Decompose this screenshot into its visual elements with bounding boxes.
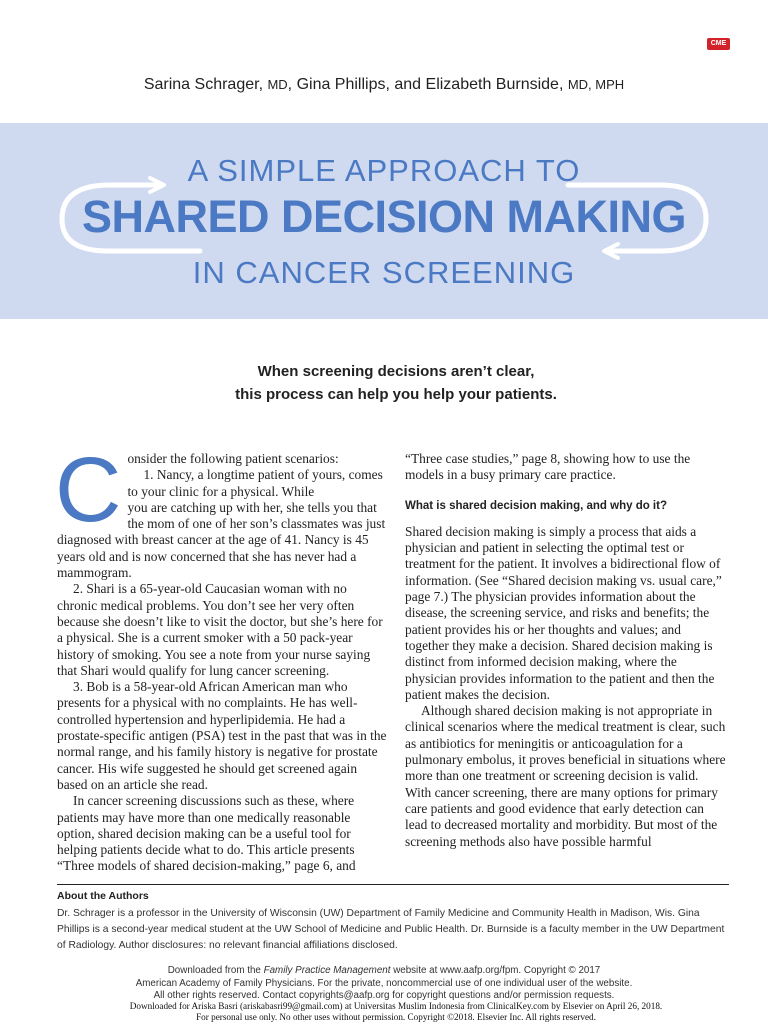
elsevier-line-2: For personal use only. No other uses without permission. Copyright ©2018. Elsevier Inc. All rights reserved. <box>196 1011 596 1022</box>
deck-line-1: When screening decisions aren’t clear, <box>257 363 535 380</box>
column-1 <box>55 439 387 875</box>
intro-text: onsider the following patient scenarios: <box>127 451 339 466</box>
scenario-2: 2. Shari is a 65-year-old Caucasian woman with no chronic medical problems. You don’t see her very often because she doesn’t like to visit the doctor, but she’s here for a physical. She is a current smoker with a 50 pack-year history of smoking. You see a note from your nurse saying that Shari would qualify for lung cancer screening. <box>57 581 383 678</box>
title-line-3: IN CANCER SCREENING <box>192 255 576 290</box>
scenario-1-start: 1. Nancy, a longtime patient of yours, comes to your clinic for a physical. While <box>127 467 383 499</box>
about-authors-text: Dr. Schrager is a professor in the University of Wisconsin (UW) Department of Family Medicine and Community Health in Madison, Wis. Gina Phillips is a second-year medical student at the UW School of Medicine and Public Health. Dr. Burnside is a faculty member in the UW Department of Radiology. Author disclosures: no relevant financial affiliations disclosed. <box>57 908 725 951</box>
body-paragraph: Although shared decision making is not appropriate in clinical scenarios where the medical treatment is clear, such as antibiotics for meningitis or anticoagulation for a pulmonary embolus, it proves beneficial in situations where more than one treatment or screening decision is valid. With cancer screening, there are many options for primary care patients and good evidence that early detection can lead to decreased mortality and morbidity. But most of the screening methods also have possible harmful <box>405 703 726 849</box>
author-3-degree: MD, MPH <box>567 77 625 92</box>
title-banner <box>0 123 768 319</box>
elsevier-line-1: Downloaded for Ariska Basri (ariskabasri99@gmail.com) at Universitas Muslim Indonesia from ClinicalKey.com by Elsevier on April 26, 2018. <box>129 1001 663 1011</box>
scenario-3: 3. Bob is a 58-year-old African American man who presents for a physical with no complaints. He has well-controlled hypertension and hyperlipidemia. He had a prostate-specific antigen (PSA) test in the past that was in the normal range, and his family history is negative for prostate cancer. His wife suggested he should get screened again based on an article she read. <box>57 679 387 792</box>
byline <box>0 76 768 94</box>
deck <box>0 360 768 406</box>
drop-cap: C <box>55 439 122 541</box>
author-1-degree: MD <box>267 77 288 92</box>
download-pre: Downloaded from the <box>167 965 264 976</box>
download-notice <box>0 965 768 1003</box>
divider <box>57 884 729 885</box>
scenario-1-cont: you are catching up with her, she tells you that the mom of one of her son’s classmates was just diagnosed with breast cancer at the age of 41. Nancy is 45 years old and is now concerned that she has never had a mammogram. <box>57 499 386 581</box>
body-paragraph-cont: “Three case studies,” page 8, showing how to use the models in a busy primary care practice. <box>405 451 691 483</box>
download-line-2: American Academy of Family Physicians. For the private, noncommercial use of one individual user of the website. <box>135 977 633 989</box>
authors-2-3: , Gina Phillips, and Elizabeth Burnside, <box>287 76 568 93</box>
author-1: Sarina Schrager, <box>143 76 268 93</box>
cme-badge: CME <box>707 38 730 50</box>
elsevier-notice <box>0 1001 768 1022</box>
column-2 <box>405 451 727 850</box>
deck-line-2: this process can help you help your patients. <box>235 386 557 403</box>
body-paragraph: Shared decision making is simply a process that aids a physician and patient in selecting the optimal test or treatment for the patient. It involves a bidirectional flow of information. (See “Shared decision making vs. usual care,” page 7.) The physician provides information about the disease, the screening service, and risks and benefits; the patient provides his or her thoughts and values; and together they make a decision. Shared decision making is distinct from informed decision making, where the physician provides information to the patient and then the patient makes the decision. <box>405 523 722 702</box>
download-post: website at www.aafp.org/fpm. Copyright © 2017 <box>390 965 601 976</box>
section-heading: What is shared decision making, and why do it? <box>405 499 667 512</box>
title-line-1: A SIMPLE APPROACH TO <box>187 153 581 188</box>
journal-name: Family Practice Management <box>263 965 391 976</box>
title-line-2: SHARED DECISION MAKING <box>81 191 687 242</box>
about-authors-heading: About the Authors <box>57 890 149 902</box>
body-paragraph: In cancer screening discussions such as these, where patients may have more than one medically reasonable option, shared decision making can be a useful tool for helping patients decide what to do. This article presents “Three models of shared decision-making,” page 6, and <box>57 793 356 874</box>
download-line-3: All other rights reserved. Contact copyrights@aafp.org for copyright questions and/or permission requests. <box>153 990 615 1001</box>
